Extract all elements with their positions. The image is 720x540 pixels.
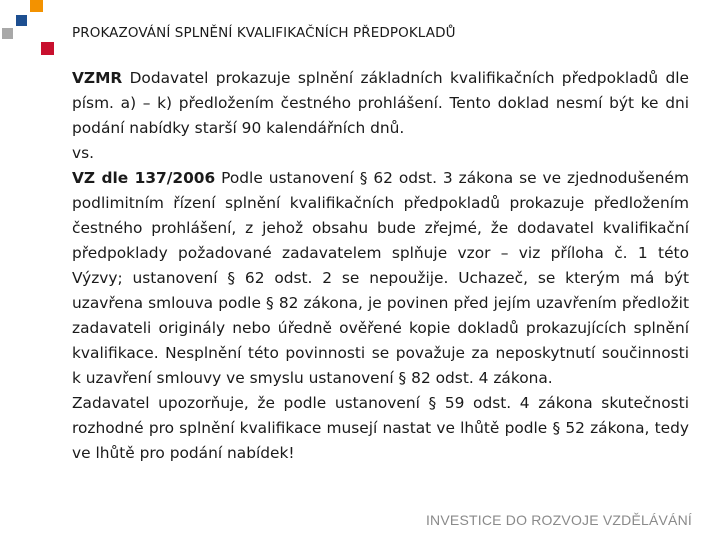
- slide-content: [72, 66, 689, 466]
- paragraph-vz: [72, 166, 689, 391]
- logo-square-orange: [30, 0, 43, 12]
- paragraph-vzmr: [72, 66, 689, 141]
- paragraph-text: Zadavatel upozorňuje, že podle ustanovení § 59 odst. 4 zákona skutečnosti rozhodné pro splnění kvalifikace musejí nastat ve lhůtě podle § 52 zákona, tedy ve lhůtě pro podání nabídek!: [72, 394, 689, 462]
- paragraph-label: VZMR: [72, 69, 123, 87]
- logo-squares: [0, 0, 60, 60]
- logo-square-red: [41, 42, 54, 55]
- paragraph-vs: [72, 141, 689, 166]
- paragraph-text: vs.: [72, 144, 95, 162]
- paragraph-text: Podle ustanovení § 62 odst. 3 zákona se ve zjednodušeném podlimitním řízení splnění kvalifikačních předpokladů prokazuje předložením čestného prohlášení, z jehož obsahu bude zřejmé, že dodavatel kvalifikační předpoklady požadované zadavatelem splňuje vzor – viz příloha č. 1 této Výzvy; ustanovení § 62 odst. 2 se nepoužije. Uchazeč, se kterým má být uzavřena smlouva podle § 82 zákona, je povinen před jejím uzavřením předložit zadavateli originály nebo úředně ověřené kopie dokladů prokazujících splnění kvalifikace. Nesplnění této povinnosti se považuje za neposkytnutí součinnosti k uzavření smlouvy ve smyslu ustanovení § 82 odst. 4 zákona.: [72, 169, 689, 387]
- logo-square-blue: [16, 15, 27, 26]
- footer-brand: INVESTICE DO ROZVOJE VZDĚLÁVÁNÍ: [425, 512, 692, 528]
- slide-title: PROKAZOVÁNÍ SPLNĚNÍ KVALIFIKAČNÍCH PŘEDPOKLADŮ: [72, 25, 456, 41]
- paragraph-text: Dodavatel prokazuje splnění základních kvalifikačních předpokladů dle písm. a) – k) předložením čestného prohlášení. Tento doklad nesmí být ke dni podání nabídky starší 90 kalendářních dnů.: [72, 69, 689, 137]
- paragraph-zadavatel: [72, 391, 689, 466]
- logo-square-gray: [2, 28, 13, 39]
- paragraph-label: VZ dle 137/2006: [72, 169, 216, 187]
